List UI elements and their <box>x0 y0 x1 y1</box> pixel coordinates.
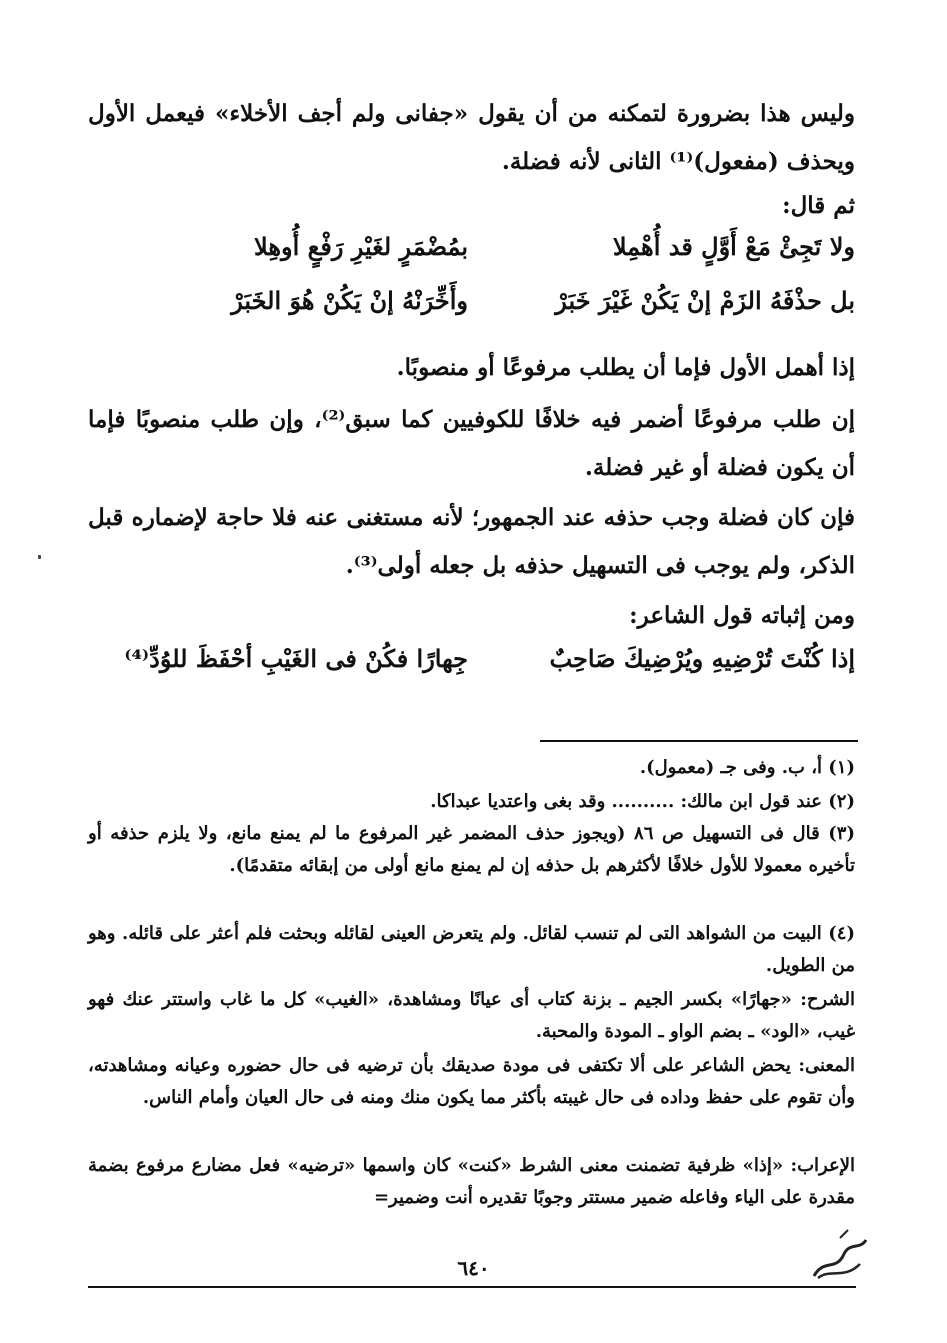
verse-line-1 <box>88 232 855 280</box>
verse-hemistich: وأَخِّرَنْهُ إنْ يَكُنْ هُوَ الخَبَرْ <box>231 286 468 315</box>
page-number: ٦٤٠ <box>457 1256 490 1280</box>
paragraph-4: إن طلب مرفوعًا أضمر فيه خلافًا للكوفيين كما سبق⁽²⁾، وإن طلب منصوبًا فإما أن يكون فضلة أو غير فضلة. <box>88 406 855 481</box>
paragraph-5: فإن كان فضلة وجب حذفه عند الجمهور؛ لأنه مستغنى عنه فلا حاجة لإضماره قبل الذكر، ولم يوجب فى التسهيل حذفه بل جعله أولى⁽³⁾. <box>88 504 855 579</box>
verse-hemistich: بمُضْمَرٍ لغَيْرِ رَفْعٍ أُوهِلا <box>254 232 468 261</box>
footnote-4: (٤) البيت من الشواهد التى لم تنسب لقائل. ولم يتعرض العينى لقائله وبحثت فلم أعثر على قائله. وهو من الطويل. <box>88 923 855 976</box>
verse-line-2 <box>88 286 855 334</box>
bottom-rule <box>88 1286 856 1288</box>
page-corner-mark-icon <box>810 1228 870 1284</box>
verse-hemistich: جِهارًا فكُنْ فى الغَيْبِ أحْفَظَ للوُدِّ⁽⁴⁾ <box>124 644 468 673</box>
paragraph-6: ومن إثباته قول الشاعر: <box>629 602 855 629</box>
paragraph-2: ثم قال: <box>782 192 855 219</box>
footnote-3: (٣) قال فى التسهيل ص ٨٦ (ويجوز حذف المضمر غير المرفوع ما لم يمنع مانع، ولا يلزم حذفه أو تأخيره معمولا للأول خلافًا لأكثرهم بل حذفه إن لم يمنع مانع أولى من إبقائه متقدمًا). <box>88 823 855 876</box>
footnote-separator <box>540 740 858 742</box>
verse-hemistich: إذا كُنْتَ تُرْضِيهِ ويُرْضِيكَ صَاحِبٌ <box>549 644 855 673</box>
verse-hemistich: ولا تَجِئْ مَعْ أَوَّلٍ قد أُهْمِلا <box>612 232 855 261</box>
scan-speck <box>38 555 41 559</box>
paragraph-1: وليس هذا بضرورة لتمكنه من أن يقول «جفانى ولم أجف الأخلاء» فيعمل الأول ويحذف (مفعول)⁽¹⁾ الثانى لأنه فضلة. <box>88 100 855 175</box>
footnote-4-maana: المعنى: يحض الشاعر على ألا تكتفى فى مودة صديقك بأن ترضيه فى حال حضوره وعيانه ومشاهدته، وأن تقوم على حفظ وداده فى حال غيبته بأكثر مما يكون منك ومنه فى حال العيان وأمام الناس. <box>88 1055 855 1108</box>
verse-hemistich: بل حذْفَهُ الزَمْ إنْ يَكُنْ غَيْرَ خَبَرْ <box>555 286 855 315</box>
paragraph-3: إذا أهمل الأول فإما أن يطلب مرفوعًا أو منصوبًا. <box>396 354 855 381</box>
footnote-2: (٢) عند قول ابن مالك: .......... وقد بغى واعتديا عبداكا. <box>430 791 855 812</box>
footnote-4-sharh: الشرح: «جهارًا» بكسر الجيم ـ بزنة كتاب أى عيانًا ومشاهدة، «الغيب» كل ما غاب واستتر عنك فهو غيب، «الود» ـ بضم الواو ـ المودة والمحبة. <box>88 989 855 1042</box>
verse-line-3 <box>88 644 855 692</box>
footnote-1: (١) أ، ب. وفى جـ (معمول). <box>639 757 855 778</box>
footnote-4-irab: الإعراب: «إذا» ظرفية تضمنت معنى الشرط «كنت» كان واسمها «ترضيه» فعل مضارع مرفوع بضمة مقدرة على الياء وفاعله ضمير مستتر وجوبًا تقديره أنت وضمير= <box>88 1155 855 1208</box>
